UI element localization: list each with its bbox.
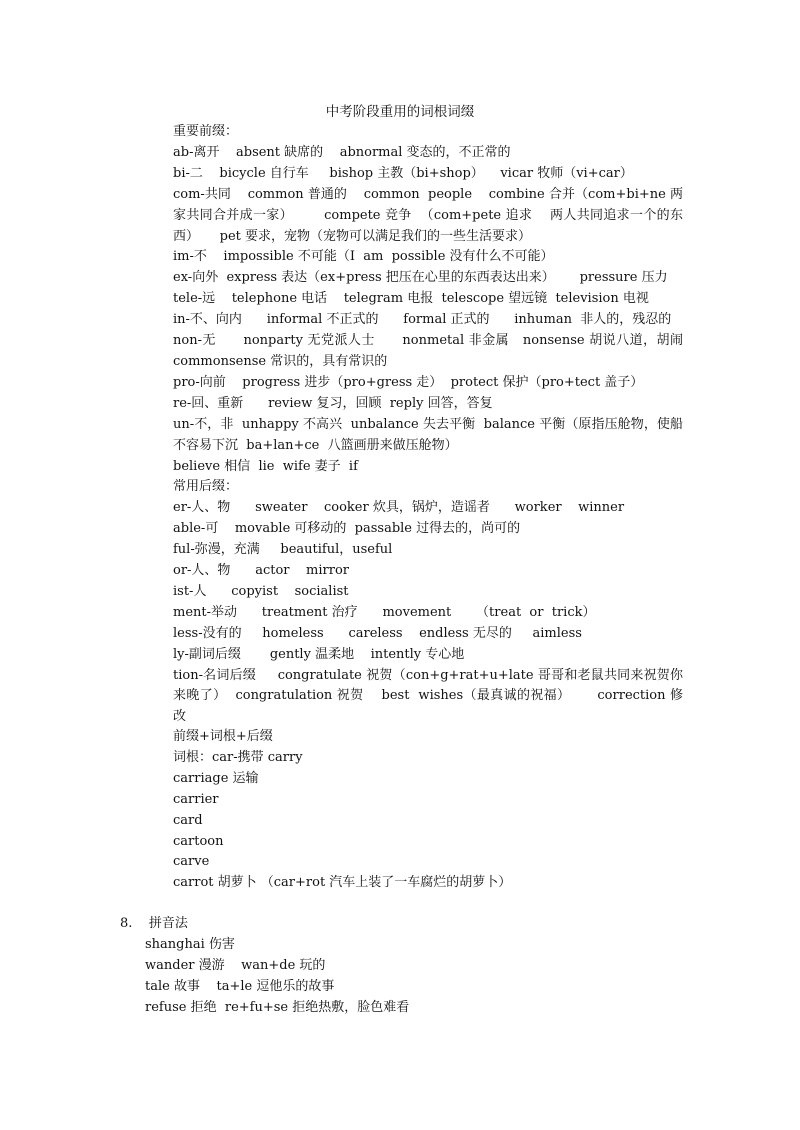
prefix-line: ex-向外 express 表达（ex+press 把压在心里的东西表达出来） pressure 压力 bbox=[173, 270, 668, 286]
suffix-line: ist-人 copyist socialist bbox=[173, 583, 349, 599]
affix-body bbox=[173, 122, 688, 728]
root-word: carrot 胡萝卜 （car+rot 汽车上装了一车腐烂的胡萝卜） bbox=[173, 875, 512, 891]
suffix-line: less-没有的 homeless careless endless 无尽的 aimless bbox=[173, 625, 582, 641]
prefix-line: re-回、重新 review 复习，回顾 reply 回答，答复 bbox=[173, 395, 493, 411]
prefix-line: tele-远 telephone 电话 telegram 电报 telescope 望远镜 television 电视 bbox=[173, 291, 649, 307]
suffix-line: ly-副词后缀 gently 温柔地 intently 专心地 bbox=[173, 646, 465, 662]
root-word: carrier bbox=[173, 791, 219, 807]
prefix-line: in-不、向内 informal 不正式的 formal 正式的 inhuman 非人的，残忍的 bbox=[173, 312, 672, 328]
affix-formula: 前缀+词根+后缀 bbox=[173, 729, 273, 744]
suffix-line: ment-举动 treatment 治疗 movement （treat or trick） bbox=[173, 604, 596, 620]
suffix-line: tion-名词后缀 congratulate 祝贺（con+g+rat+u+late 哥哥和老鼠共同来祝贺你来晚了） congratulation 祝贺 best wishes（最真诚的祝福） correction 修改 bbox=[173, 667, 683, 725]
suffix-line: or-人、物 actor mirror bbox=[173, 563, 350, 579]
prefix-line: believe 相信 lie wife 妻子 if bbox=[173, 458, 358, 474]
pinyin-section bbox=[120, 914, 680, 1019]
prefix-heading: 重要前缀： bbox=[173, 124, 239, 139]
prefix-line: pro-向前 progress 进步（pro+gress 走） protect 保护（pro+tect 盖子） bbox=[173, 374, 644, 390]
document-title: 中考阶段重用的词根词缀 bbox=[325, 104, 475, 120]
root-line: 词根：car-携带 carry bbox=[173, 749, 303, 765]
root-word: card bbox=[173, 812, 203, 828]
root-word: cartoon bbox=[173, 833, 224, 849]
pinyin-line: refuse 拒绝 re+fu+se 拒绝热敷，脸色难看 bbox=[145, 999, 410, 1015]
suffix-line: er-人、物 sweater cooker 炊具，锅炉，造谣者 worker winner bbox=[173, 500, 625, 516]
prefix-line: im-不 impossible 不可能（I am possible 没有什么不可能） bbox=[173, 249, 554, 265]
prefix-line: non-无 nonparty 无党派人士 nonmetal 非金属 nonsense 胡说八道，胡闹 commonsense 常识的，具有常识的 bbox=[173, 333, 688, 369]
suffix-line: ful-弥漫，充满 beautiful，useful bbox=[173, 542, 393, 558]
suffix-line: able-可 movable 可移动的 passable 过得去的，尚可的 bbox=[173, 521, 521, 537]
root-word: carriage 运输 bbox=[173, 770, 259, 786]
prefix-line: com-共同 common 普通的 common people combine 合并（com+bi+ne 两家共同合并成一家） compete 竞争 （com+pete 追求 两人共同追求一个的东西） pet 要求，宠物（宠物可以满足我们的一些生活要求） bbox=[173, 186, 683, 244]
pinyin-line: shanghai 伤害 bbox=[145, 936, 235, 952]
prefix-line: ab-离开 absent 缺席的 abnormal 变态的，不正常的 bbox=[173, 144, 511, 160]
root-section bbox=[173, 727, 683, 894]
prefix-line: bi-二 bicycle 自行车 bishop 主教（bi+shop） vicar 牧师（vi+car） bbox=[173, 165, 633, 181]
root-word: carve bbox=[173, 854, 210, 870]
section-8-heading: 8. 拼音法 bbox=[120, 916, 188, 931]
prefix-line: un-不，非 unhappy 不高兴 unbalance 失去平衡 balance 平衡（原指压舱物，使船不容易下沉 ba+lan+ce 八篮画册来做压舱物） bbox=[173, 416, 683, 453]
suffix-heading: 常用后缀： bbox=[173, 479, 239, 495]
pinyin-line: tale 故事 ta+le 逗他乐的故事 bbox=[145, 978, 335, 994]
pinyin-line: wander 漫游 wan+de 玩的 bbox=[145, 957, 326, 973]
